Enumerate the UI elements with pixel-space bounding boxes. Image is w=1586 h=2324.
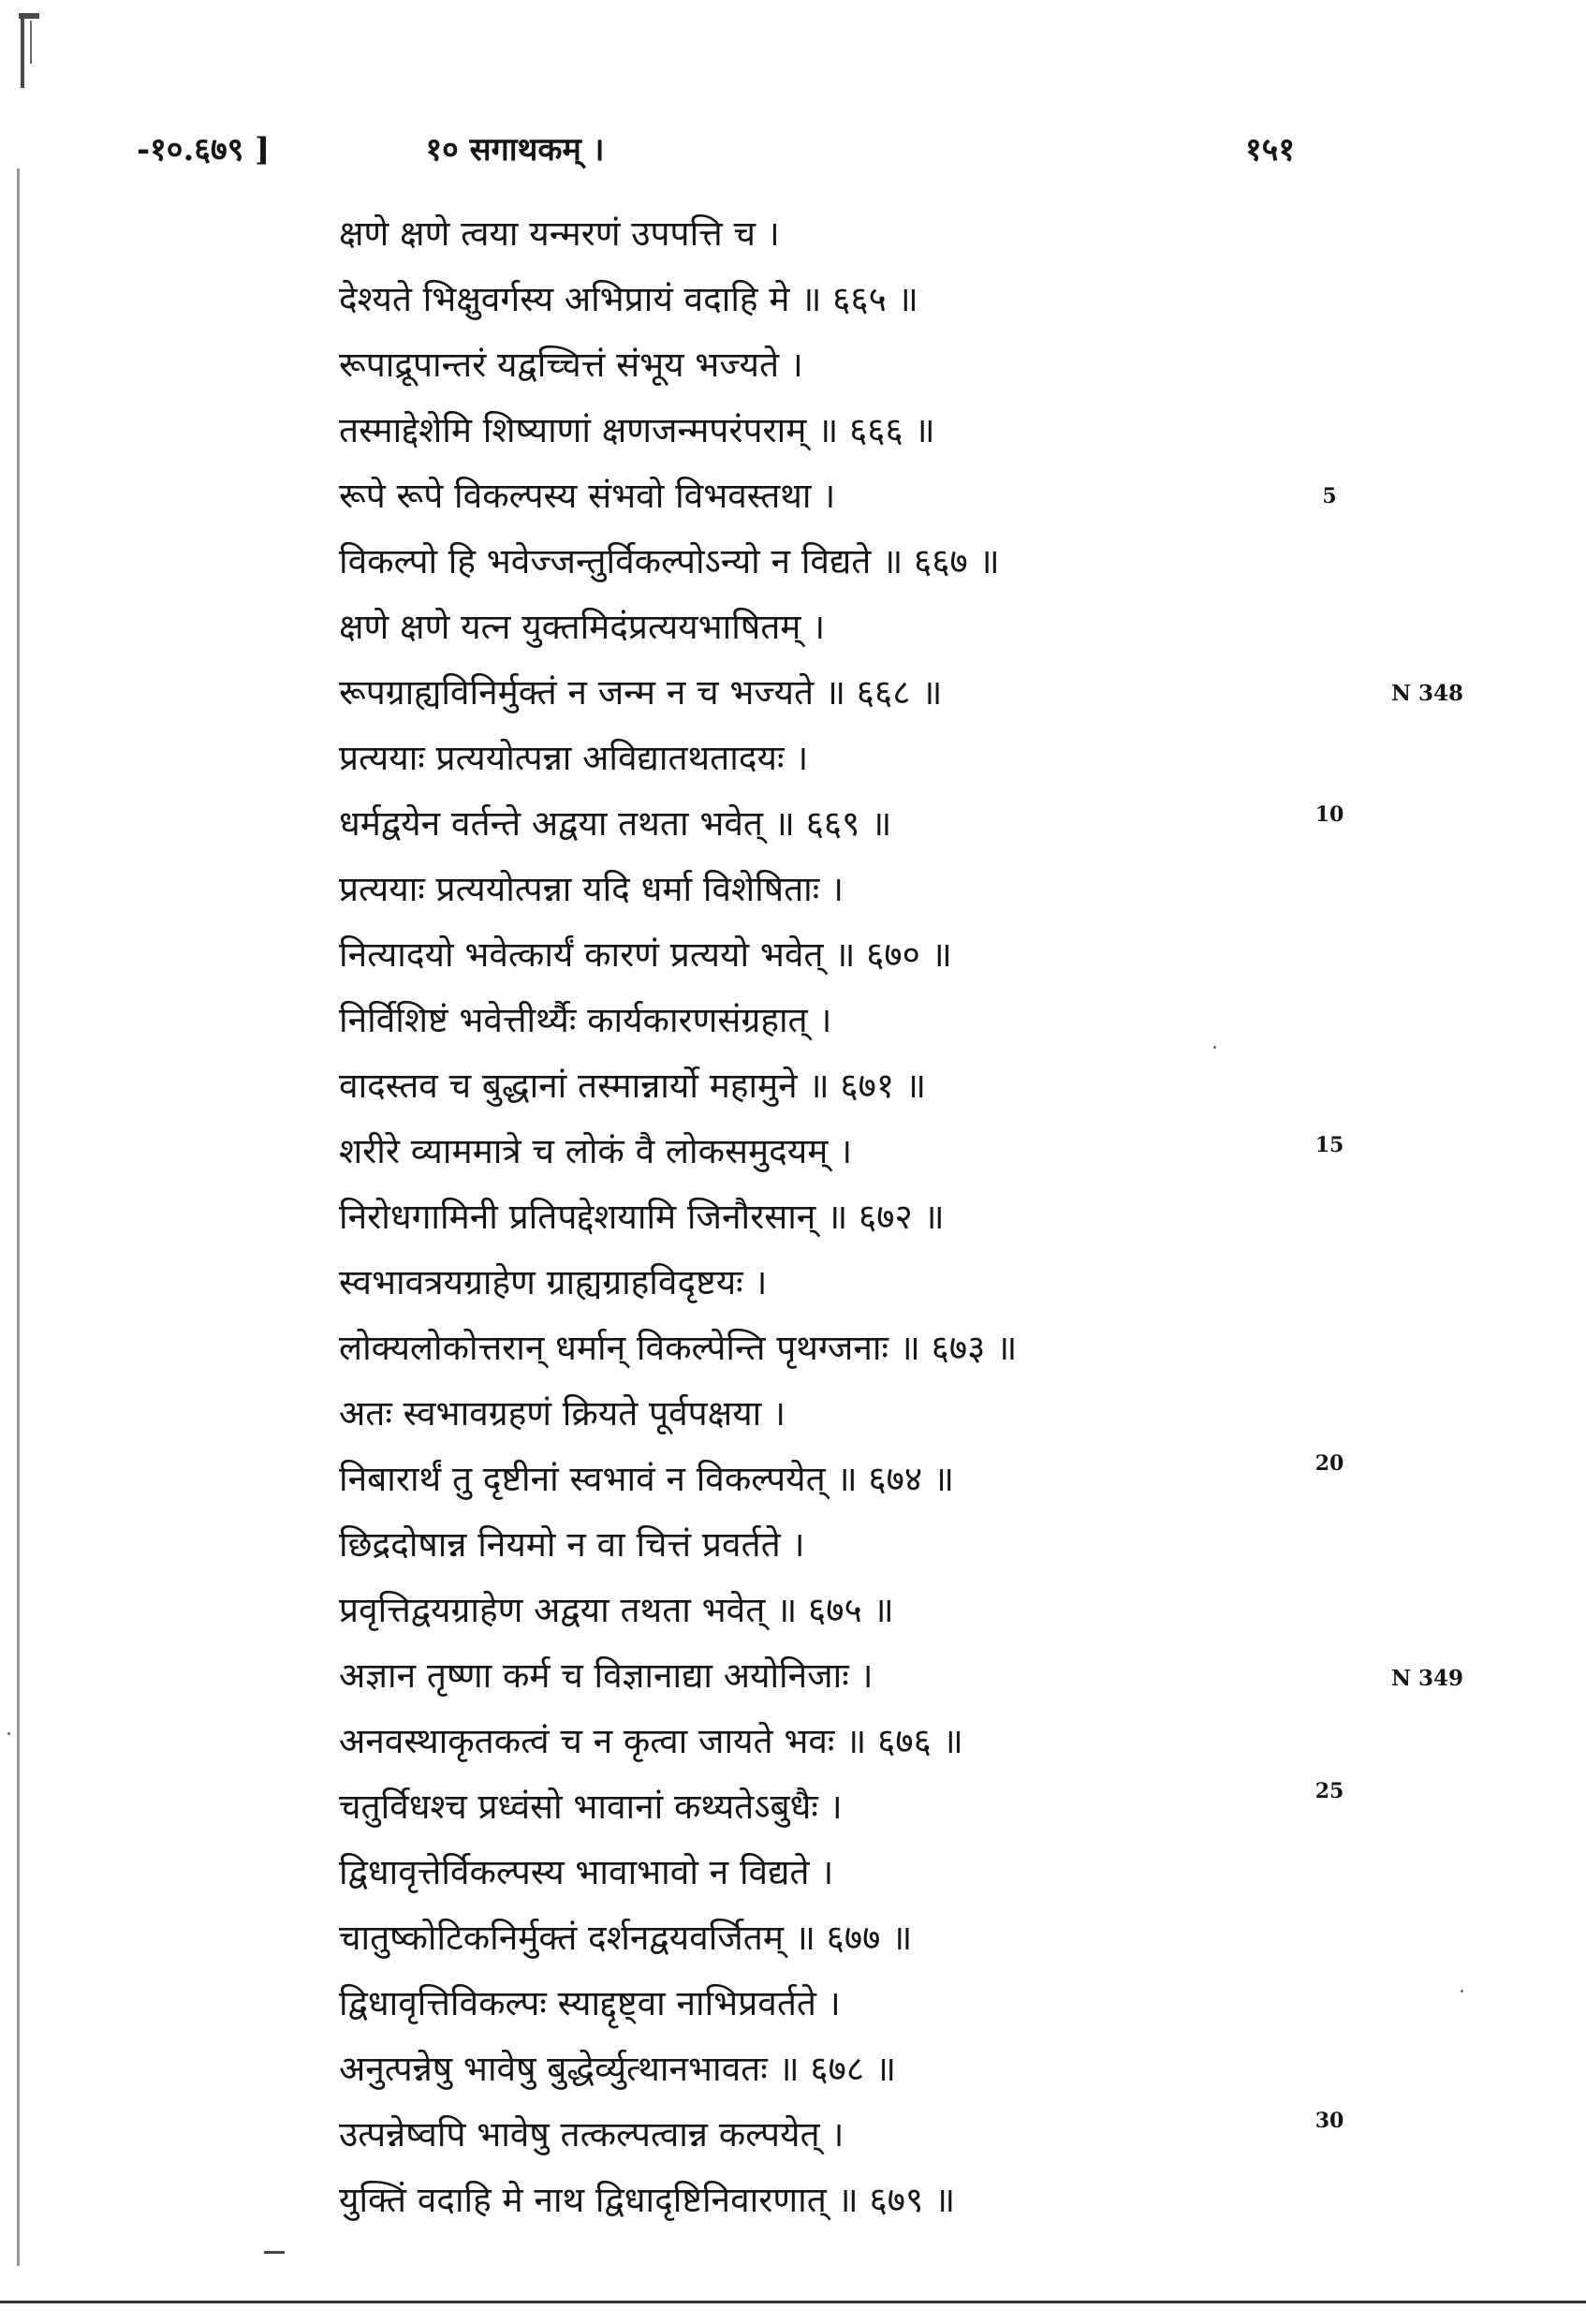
line-number: 25 (1314, 1779, 1344, 1803)
header-chapter-title: १० सगाथकम् । (425, 131, 605, 169)
verse-line: छिद्रदोषान्न नियमो न वा चित्तं प्रवर्तते । (339, 1524, 805, 1565)
verse-line: क्षणे क्षणे यत्न युक्तमिदंप्रत्ययभाषितम् । (339, 607, 826, 647)
margin-reference: N 348 (1391, 681, 1464, 706)
verse-line: निर्विशिष्टं भवेत्तीर्थ्यैः कार्यकारणसंग्रहात् । (339, 1000, 832, 1040)
verse-line: चतुर्विधश्च प्रध्वंसो भावानां कथ्यतेऽबुधैः । (339, 1787, 843, 1827)
verse-line: युक्तिं वदाहि मे नाथ द्विधादृष्टिनिवारणात् ॥ ६७९ ॥ (339, 2180, 956, 2220)
line-number: 10 (1314, 802, 1344, 827)
verse-line: नित्यादयो भवेत्कार्यं कारणं प्रत्ययो भवेत् ॥ ६७० ॥ (339, 934, 952, 975)
verse-line: निबारार्थं तु दृष्टीनां स्वभावं न विकल्पयेत् ॥ ६७४ ॥ (339, 1459, 955, 1499)
verse-line: निरोधगामिनी प्रतिपद्देशयामि जिनौरसान् ॥ ६७२ ॥ (339, 1197, 945, 1237)
bottom-dash-mark (264, 2251, 285, 2254)
verse-line: स्वभावत्रयग्राहेण ग्राह्यग्राहविदृष्टयः । (339, 1262, 768, 1302)
verse-line: लोक्यलोकोत्तरान् धर्मान् विकल्पेन्ति पृथग्जनाः ॥ ६७३ ॥ (339, 1328, 1018, 1368)
ink-speck (1461, 1990, 1463, 1993)
verse-line: शरीरे व्याममात्रे च लोकं वै लोकसमुदयम् । (339, 1131, 853, 1171)
verse-line: द्विधावृत्तेर्विकल्पस्य भावाभावो न विद्यते । (339, 1852, 834, 1892)
ink-speck (7, 1732, 10, 1735)
verse-line: देश्यते भिक्षुवर्गस्य अभिप्रायं वदाहि मे ॥ ६६५ ॥ (339, 279, 918, 319)
verse-line: रूपग्राह्यविनिर्मुक्तं न जन्म न च भज्यते ॥ ६६८ ॥ (339, 672, 943, 713)
line-number: 30 (1314, 2109, 1344, 2133)
line-number: 5 (1322, 484, 1337, 508)
verse-line: द्विधावृत्तिविकल्पः स्याद्दृष्ट्वा नाभिप्रवर्तते । (339, 1983, 841, 2023)
verse-line: अतः स्वभावग्रहणं क्रियते पूर्वपक्षया । (339, 1393, 786, 1434)
verse-line: प्रत्ययाः प्रत्ययोत्पन्ना अविद्यातथतादयः । (339, 738, 809, 778)
header-verse-range: -१०.६७९ ] (137, 131, 271, 169)
verse-line: विकल्पो हि भवेज्जन्तुर्विकल्पोऽन्यो न विद्यते ॥ ६६७ ॥ (339, 541, 1000, 581)
verse-line: अज्ञान तृष्णा कर्म च विज्ञानाद्या अयोनिजाः । (339, 1655, 874, 1696)
verse-line: क्षणे क्षणे त्वया यन्मरणं उपपत्ति च । (339, 213, 780, 254)
verse-line: प्रत्ययाः प्रत्ययोत्पन्ना यदि धर्मा विशेषिताः । (339, 869, 844, 909)
verse-line: चातुष्कोटिकनिर्मुक्तं दर्शनद्वयवर्जितम् ॥ ६७७ ॥ (339, 1918, 913, 1958)
verse-line: अनवस्थाकृतकत्वं च न कृत्वा जायते भवः ॥ ६७६ ॥ (339, 1721, 963, 1761)
verse-line: प्रवृत्तिद्वयग्राहेण अद्वया तथता भवेत् ॥ ६७५ ॥ (339, 1590, 894, 1630)
verse-line: वादस्तव च बुद्धानां तस्मान्नार्यो महामुने ॥ ६७१ ॥ (339, 1066, 927, 1106)
verse-line: तस्माद्देशेमि शिष्याणां क्षणजन्मपरंपराम् ॥ ६६६ ॥ (339, 410, 935, 450)
header-page-number: १५१ (1245, 131, 1296, 169)
line-number: 20 (1314, 1451, 1344, 1476)
verse-line: अनुत्पन्नेषु भावेषु बुद्धेर्व्युत्थानभावतः ॥ ६७८ ॥ (339, 2049, 897, 2089)
verse-line: रूपे रूपे विकल्पस्य संभवो विभवस्तथा । (339, 476, 836, 516)
ink-speck (1213, 1046, 1216, 1049)
verse-line: उत्पन्नेष्वपि भावेषु तत्कल्पत्वान्न कल्पयेत् । (339, 2114, 844, 2155)
verse-line: रूपाद्रूपान्तरं यद्वच्चित्तं संभूय भज्यते । (339, 345, 803, 385)
verse-line: धर्मद्वयेन वर्तन्ते अद्वया तथता भवेत् ॥ ६६९ ॥ (339, 803, 892, 844)
line-number: 15 (1314, 1133, 1344, 1157)
left-margin-rule (17, 169, 20, 2266)
bottom-rule (0, 2301, 1586, 2303)
scan-mark-icon (15, 7, 43, 92)
margin-reference: N 349 (1391, 1666, 1464, 1691)
